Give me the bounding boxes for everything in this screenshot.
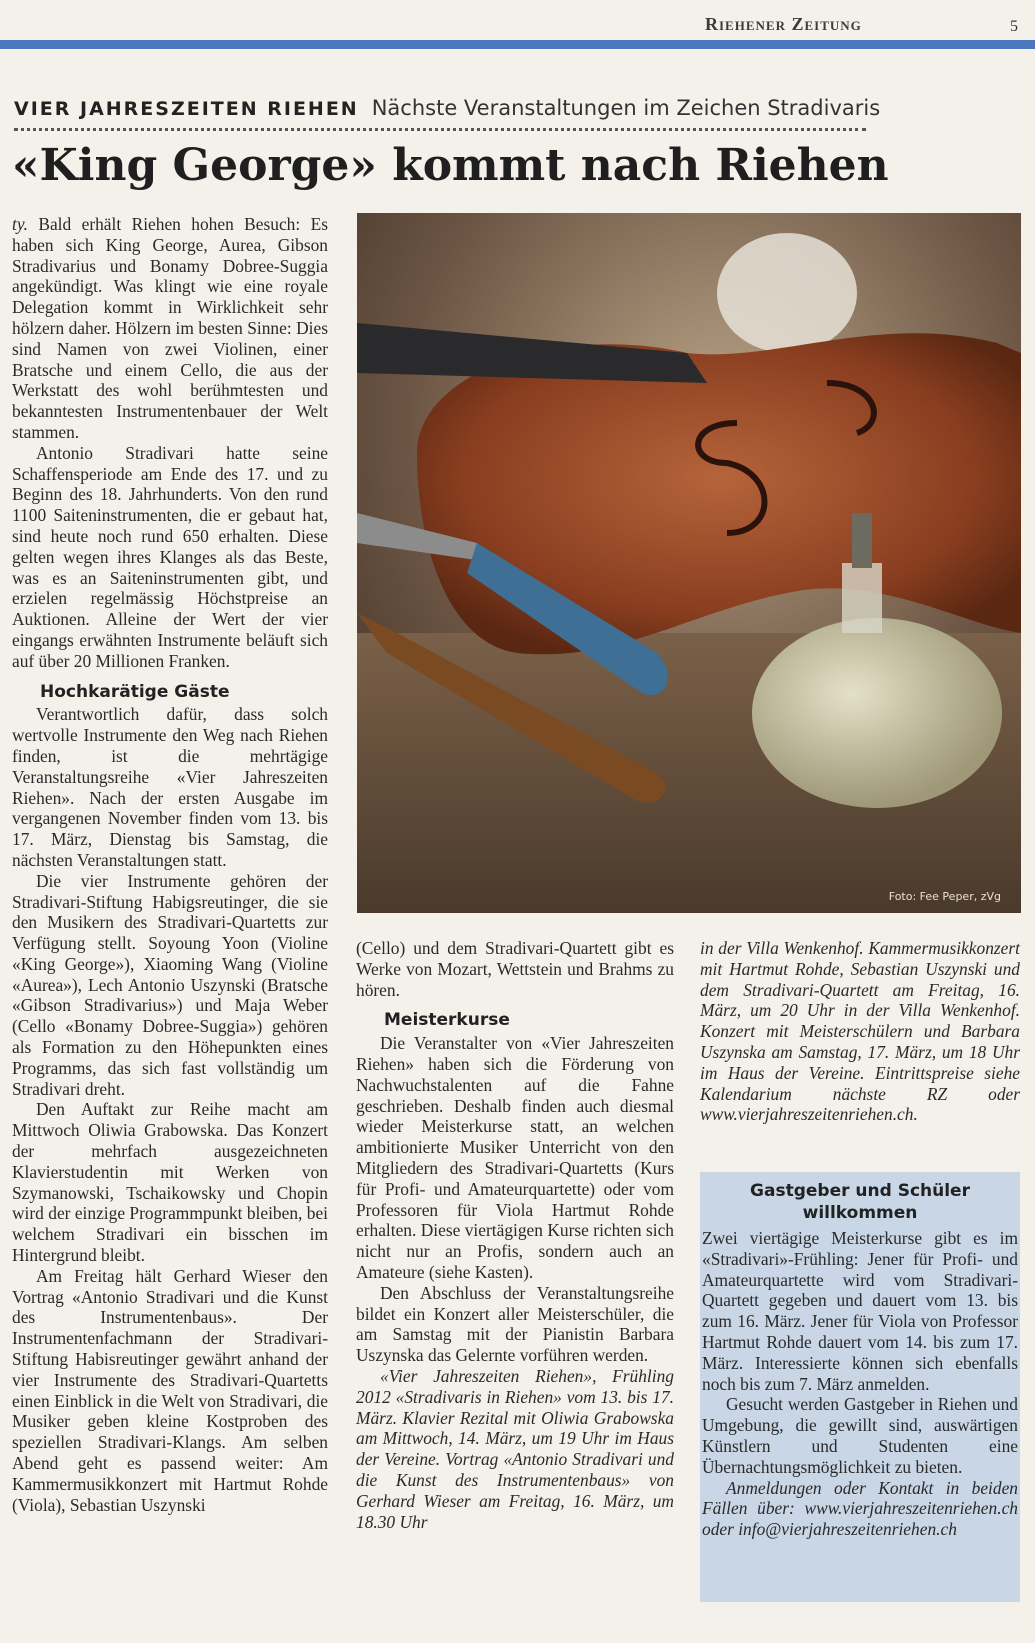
paragraph: Den Auftakt zur Reihe macht am Mittwoch Oliwia Grabowska. Das Konzert der mehrfach ausgezeichneten Klavierstudentin mit Werken von Szymanowski, Tschaikowsky und Chopin wird der einzige Programmpunkt bleiben, bei welchem Stradivari ein bisschen im Hintergrund bleibt.	[12, 1099, 328, 1266]
page-number: 5	[1010, 18, 1018, 35]
subheading: Hochkarätige Gäste	[40, 681, 230, 702]
paragraph: Die vier Instrumente gehören der Stradivari-Stiftung Habigsreutinger, die sie den Musikern des Stradivari-Quartetts zur Verfügung stellt. Soyoung Yoon (Violine «King George»), Xiaoming Wang (Violine «Aurea»), Lech Antonio Uszynski (Bratsche «Gibson Stradivarius») und Maja Weber (Cello «Bonamy Dobree-Suggia») gehören als Formation zu den Höhepunkten eines Programms, das sich fast vollständig um Stradivari dreht.	[12, 870, 328, 1099]
info-box-body	[700, 1228, 1020, 1540]
info-box	[700, 1172, 1020, 1602]
paragraph	[12, 214, 328, 443]
column-1	[12, 214, 328, 1515]
paragraph: Antonio Stradivari hatte seine Schaffensperiode am Ende des 17. und zu Beginn des 18. Jahrhunderts. Von den rund 1100 Saiteninstrumenten, die er gebaut hat, sind heute noch rund 650 erhalten. Diese gelten wegen ihres Klanges als das Beste, was es an Saiteninstrumenten gibt, und erzielen regelmässig Höchstpreise an Auktionen. Alleine der Wert der vier eingangs erwähnten Instrumente beläuft sich auf über 20 Millionen Franken.	[12, 442, 328, 671]
kicker-subtitle: Nächste Veranstaltungen im Zeichen Stradivaris	[371, 96, 881, 120]
dotted-divider	[14, 128, 866, 131]
top-rule	[0, 40, 1035, 49]
paragraph-text: Bald erhält Riehen hohen Besuch: Es haben sich King George, Aurea, Gibson Stradivarius und Bonamy Dobree-Suggia angekündigt. Was klingt wie eine royale Delegation kommt in Wirklichkeit sehr hölzern daher. Hölzern im besten Sinne: Dies sind Namen von zwei Violinen, einer Bratsche und einem Cello, die aus der Werkstatt des wohl berühmtesten und bekanntesten Instrumentenbauer der Welt stammen.	[12, 214, 328, 442]
paragraph: Am Freitag hält Gerhard Wieser den Vortrag «Antonio Stradivari und die Kunst des Instrumentenbaus». Der Instrumentenfachmann der Stradivari-Stiftung Habisreutinger gewährt anhand der vier Instrumente des Stradivari-Quartetts einen Einblick in die Welt von Stradivari, die Musiker geben kleine Kostproben des speziellen Stradivari-Klangs. Am selben Abend geht es passend weiter: Am Kammermusikkonzert mit Hartmut Rohde (Viola), Sebastian Uszynski	[12, 1265, 328, 1515]
kicker	[14, 96, 881, 121]
headline: «King George» kommt nach Riehen	[12, 140, 889, 191]
masthead-title: Riehener Zeitung	[705, 14, 862, 34]
info-box-title: Gastgeber und Schüler willkommen	[750, 1181, 970, 1223]
paragraph: Zwei viertägige Meisterkurse gibt es im «Stradivari»-Frühling: Jener für Profi- und Amateurquartette wird vom Stradivari-Quartett gegeben und dauert vom 13. bis zum 16. März. Jener für Viola von Professor Hartmut Rohde dauert vom 14. bis zum 17. März. Interessierte können sich ebenfalls noch bis zum 7. März anmelden.	[702, 1228, 1018, 1394]
article-photo	[357, 213, 1021, 913]
paragraph: Gesucht werden Gastgeber in Riehen und Umgebung, die gewillt sind, auswärtigen Künstlern und Studenten eine Übernachtungsmöglichkeit zu bieten.	[702, 1394, 1018, 1477]
subheading: Meisterkurse	[384, 1010, 510, 1031]
paragraph: Den Abschluss der Veranstaltungsreihe bildet ein Konzert aller Meisterschüler, die am Samstag mit der Pianistin Barbara Uszynska das Gelernte vorführen werden.	[356, 1282, 674, 1366]
section-label: VIER JAHRESZEITEN RIEHEN	[14, 98, 359, 120]
photo-credit: Foto: Fee Peper, zVg	[888, 890, 1001, 903]
event-info: «Vier Jahreszeiten Riehen», Frühling 2012 «Stradivaris in Riehen» vom 13. bis 17. März. Klavier Rezital mit Oliwia Grabowska am Mittwoch, 14. März, um 19 Uhr im Haus der Vereine. Vortrag «Antonio Stradivari und die Kunst des Instrumentenbaus» von Gerhard Wieser am Freitag, 16. März, um 18.30 Uhr	[356, 1365, 674, 1532]
column-3	[700, 938, 1020, 1125]
paragraph: (Cello) und dem Stradivari-Quartett gibt es Werke von Mozart, Wettstein und Brahms zu hören.	[356, 938, 674, 1000]
author-initials: ty.	[12, 214, 28, 234]
event-info: in der Villa Wenkenhof. Kammermusikkonzert mit Hartmut Rohde, Sebastian Uszynski und dem Stradivari-Quartett am Freitag, 16. März, um 20 Uhr in der Villa Wenkenhof. Konzert mit Meisterschülern und Barbara Uszynska am Samstag, 17. März, um 18 Uhr im Haus der Vereine. Eintrittspreise siehe Kalendarium nächste RZ oder www.vierjahreszeitenriehen.ch.	[700, 938, 1020, 1125]
contact-info: Anmeldungen oder Kontakt in beiden Fällen über: www.vierjahreszeitenriehen.ch oder info@vierjahreszeitenriehen.ch	[702, 1477, 1018, 1540]
paragraph: Verantwortlich dafür, dass solch wertvolle Instrumente den Weg nach Riehen finden, ist die mehrtägige Veranstaltungsreihe «Vier Jahreszeiten Riehen». Nach der ersten Ausgabe im vergangenen November finden vom 13. bis 17. März, Dienstag bis Samstag, die nächsten Veranstaltungen statt.	[12, 704, 328, 870]
column-2	[356, 938, 674, 1532]
paragraph: Die Veranstalter von «Vier Jahreszeiten Riehen» haben sich die Förderung von Nachwuchstalenten auf die Fahne geschrieben. Deshalb finden auch diesmal wieder Meisterkurse statt, an welchen ambitionierte Musiker Unterricht von den Mitgliedern des Stradivari-Quartetts (Kurs für Profi- und Amateurquartette) oder vom Professoren für Viola Hartmut Rohde erhalten. Diese viertägigen Kurse richten sich nicht nur an Profis, sondern auch an Amateure (siehe Kasten).	[356, 1033, 674, 1282]
violin-workbench-illustration	[357, 213, 1021, 913]
